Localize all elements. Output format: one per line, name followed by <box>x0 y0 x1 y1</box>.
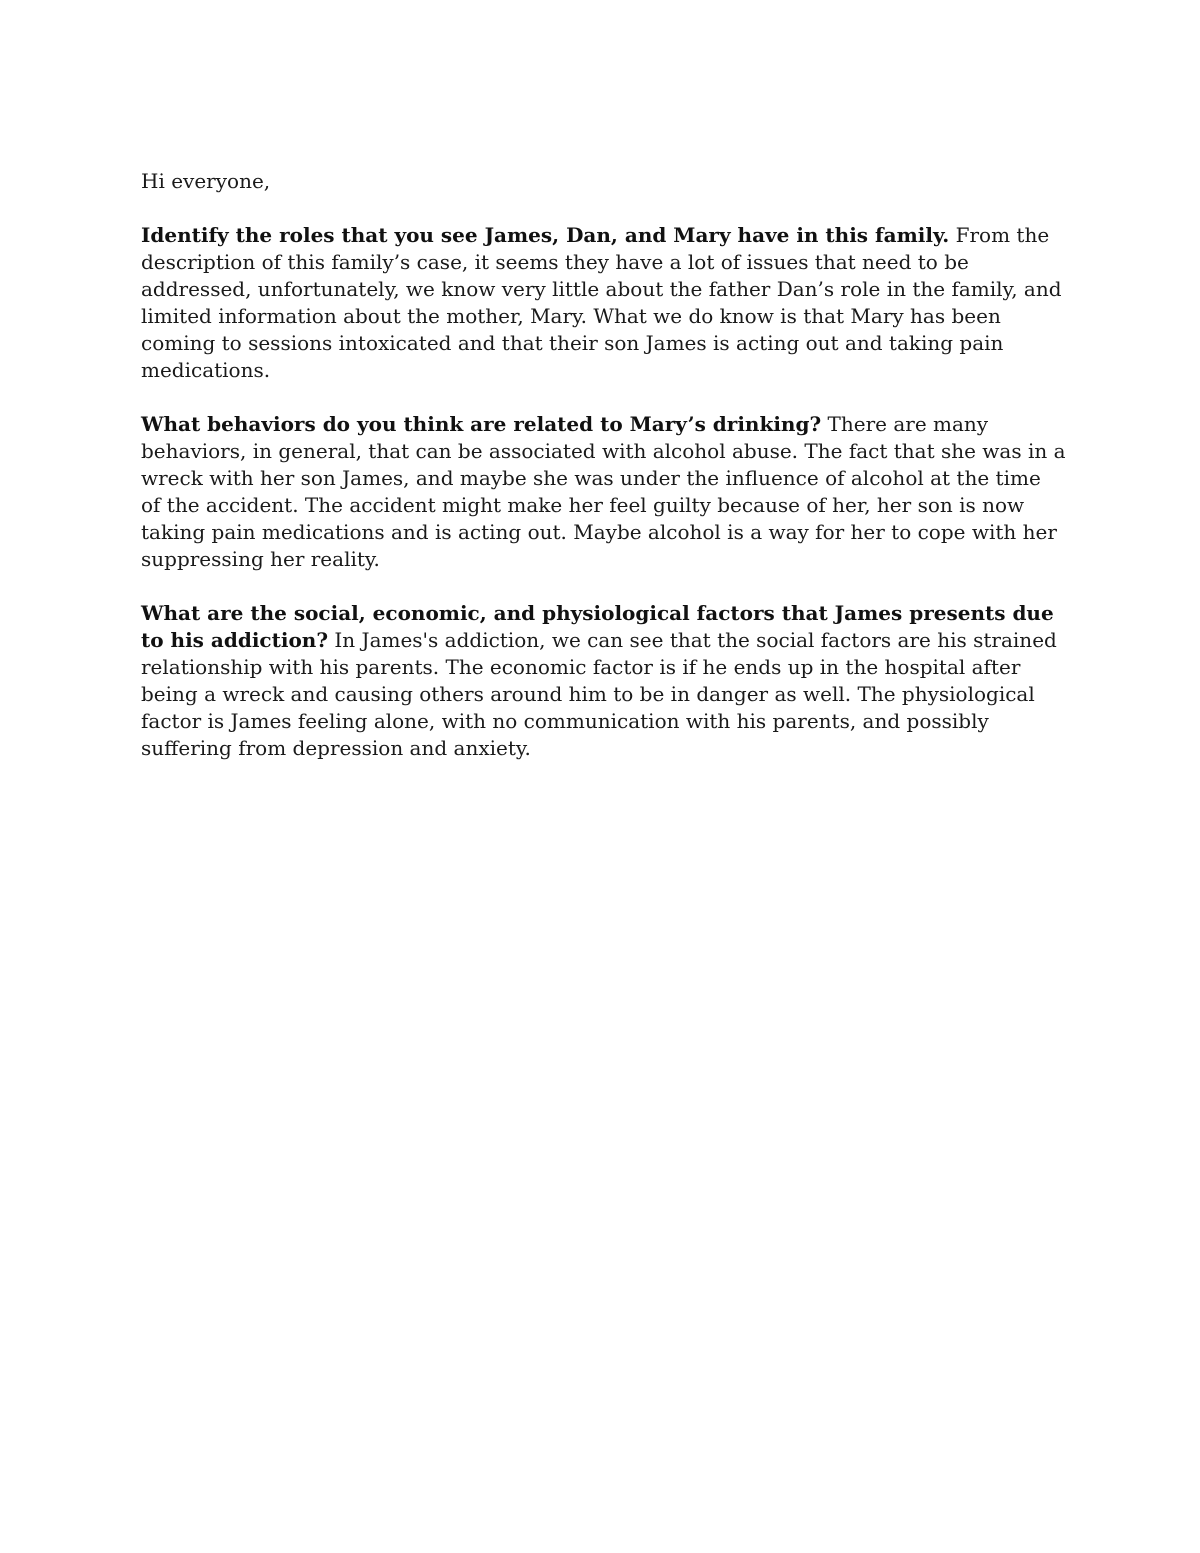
paragraph-roles <box>141 222 1066 384</box>
question-behaviors: What behaviors do you think are related to Mary’s drinking? <box>141 412 822 436</box>
paragraph-factors <box>141 600 1066 762</box>
greeting-line: Hi everyone, <box>141 169 271 193</box>
answer-roles: From the description of this family’s case, it seems they have a lot of issues that need to be addressed, unfortunately, we know very little about the father Dan’s role in the family, and limited information about the mother, Mary. What we do know is that Mary has been coming to sessions intoxicated and that their son James is acting out and taking pain medications. <box>141 223 1062 382</box>
answer-behaviors: There are many behaviors, in general, that can be associated with alcohol abuse. The fact that she was in a wreck with her son James, and maybe she was under the influence of alcohol at the time of the accident. The accident might make her feel guilty because of her, her son is now taking pain medications and is acting out. Maybe alcohol is a way for her to cope with her suppressing her reality. <box>141 412 1066 571</box>
question-factors: What are the social, economic, and physiological factors that James presents due to his addiction? <box>141 601 1054 652</box>
question-roles: Identify the roles that you see James, Dan, and Mary have in this family. <box>141 223 950 247</box>
answer-factors: In James's addiction, we can see that the social factors are his strained relationship with his parents. The economic factor is if he ends up in the hospital after being a wreck and causing others around him to be in danger as well. The physiological factor is James feeling alone, with no communication with his parents, and possibly suffering from depression and anxiety. <box>141 628 1057 760</box>
document-body <box>141 168 1066 789</box>
paragraph-behaviors <box>141 411 1066 573</box>
